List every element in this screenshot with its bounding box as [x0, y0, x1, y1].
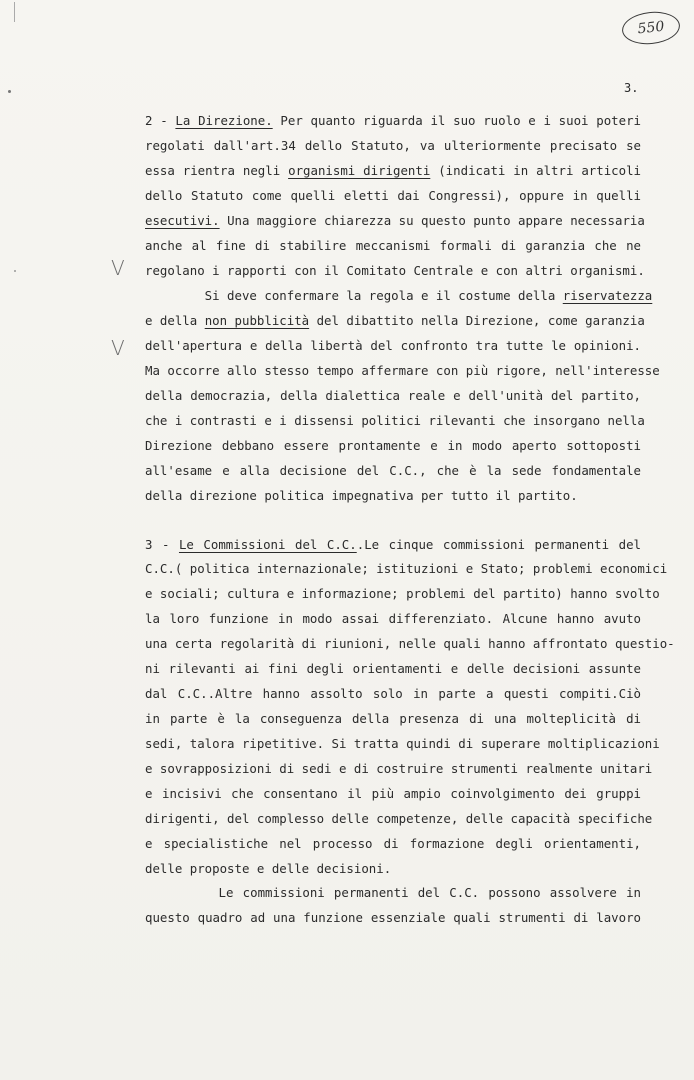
text-segment: Si deve confermare la regola e il costume della: [145, 288, 563, 303]
text-segment: anche al fine di stabilire meccanismi formali di garanzia che ne: [145, 238, 641, 253]
text-segment: dello Statuto come quelli eletti dai Congressi), oppure in quelli: [145, 188, 641, 203]
text-line: [145, 388, 641, 404]
text-line: [145, 113, 641, 129]
text-line: [145, 238, 641, 254]
text-line: [145, 661, 641, 677]
text-segment: (indicati in altri articoli: [430, 163, 641, 178]
underlined-text: riservatezza: [562, 288, 653, 303]
text-segment: all'esame e alla decisione del C.C., che è la sede fondamentale: [145, 463, 641, 478]
text-line: [145, 736, 660, 752]
text-line: [145, 711, 641, 727]
text-segment: 3 -: [145, 537, 179, 552]
text-line: [145, 636, 675, 652]
text-line: [145, 537, 641, 553]
archive-stamp: 550: [620, 9, 681, 47]
text-segment: la loro funzione in modo assai differenziato. Alcune hanno avuto: [145, 611, 641, 626]
text-line: [145, 463, 641, 479]
text-line: [145, 586, 660, 602]
text-segment: dal C.C..Altre hanno assolto solo in parte a questi compiti.Ciò: [145, 686, 641, 701]
text-line: [145, 288, 653, 304]
text-line: [145, 488, 641, 504]
text-segment: in parte è la conseguenza della presenza di una molteplicità di: [145, 711, 641, 726]
text-segment: dell'apertura e della libertà del confronto tra tutte le opinioni.: [145, 338, 641, 353]
text-segment: del dibattito nella Direzione, come garanzia: [309, 313, 645, 328]
text-segment: una certa regolarità di riunioni, nelle quali hanno affrontato questio-: [145, 636, 675, 651]
text-segment: .Le cinque commissioni permanenti del: [356, 537, 641, 552]
text-line: [145, 188, 641, 204]
underlined-text: esecutivi.: [145, 213, 220, 228]
text-segment: C.C.( politica internazionale; istituzioni e Stato; problemi economici: [145, 561, 668, 576]
text-segment: essa rientra negli: [145, 163, 289, 178]
text-segment: delle proposte e delle decisioni.: [145, 861, 392, 876]
text-line: [145, 213, 645, 229]
text-segment: e specialistiche nel processo di formazione degli orientamenti,: [145, 836, 641, 851]
text-segment: che i contrasti e i dissensi politici rilevanti che insorgano nella: [145, 413, 645, 428]
text-segment: regolati dall'art.34 dello Statuto, va ulteriormente precisato se: [145, 138, 641, 153]
margin-check-mark: V: [111, 336, 125, 360]
text-line: [145, 686, 641, 702]
margin-check-mark: V: [111, 256, 125, 280]
text-line: [145, 138, 641, 154]
text-segment: Ma occorre allo stesso tempo affermare con più rigore, nell'interesse: [145, 363, 660, 378]
text-line: [145, 910, 641, 926]
margin-dot: [14, 270, 16, 272]
text-segment: e sociali; cultura e informazione; problemi del partito) hanno svolto: [145, 586, 660, 601]
text-segment: dirigenti, del complesso delle competenze, delle capacità specifiche: [145, 811, 653, 826]
text-segment: ni rilevanti ai fini degli orientamenti e delle decisioni assunte: [145, 661, 641, 676]
text-line: [145, 338, 641, 354]
margin-tick: [14, 2, 15, 22]
text-line: [145, 561, 668, 577]
text-line: [145, 811, 653, 827]
text-segment: della direzione politica impegnativa per tutto il partito.: [145, 488, 578, 503]
text-segment: Una maggiore chiarezza su questo punto appare necessaria: [219, 213, 645, 228]
text-segment: questo quadro ad una funzione essenziale quali strumenti di lavoro: [145, 910, 641, 925]
text-segment: Direzione debbano essere prontamente e in modo aperto sottoposti: [145, 438, 641, 453]
text-segment: Le commissioni permanenti del C.C. possono assolvere in: [145, 885, 641, 900]
text-line: [145, 761, 653, 777]
text-line: [145, 413, 645, 429]
text-segment: della democrazia, della dialettica reale e dell'unità del partito,: [145, 388, 641, 403]
text-segment: regolano i rapporti con il Comitato Centrale e con altri organismi.: [145, 263, 645, 278]
text-segment: Per quanto riguarda il suo ruolo e i suoi poteri: [272, 113, 642, 128]
text-line: [145, 263, 645, 279]
text-line: [145, 786, 641, 802]
text-segment: e sovrapposizioni di sedi e di costruire strumenti realmente unitari: [145, 761, 653, 776]
text-line: [145, 313, 645, 329]
text-segment: e della: [145, 313, 205, 328]
text-segment: e incisivi che consentano il più ampio coinvolgimento dei gruppi: [145, 786, 641, 801]
underlined-text: organismi dirigenti: [288, 163, 431, 178]
text-line: [145, 611, 641, 627]
page-number: 3.: [624, 81, 639, 95]
text-line: [145, 836, 641, 852]
text-line: [145, 163, 641, 179]
text-line: [145, 861, 641, 877]
text-line: [145, 885, 641, 901]
underlined-text: Le Commissioni del C.C.: [178, 537, 357, 552]
text-segment: 2 -: [145, 113, 176, 128]
underlined-text: La Direzione.: [175, 113, 273, 128]
text-line: [145, 438, 641, 454]
margin-dot: [8, 90, 11, 93]
underlined-text: non pubblicità: [204, 313, 310, 328]
text-segment: sedi, talora ripetitive. Si tratta quindi di superare moltiplicazioni: [145, 736, 660, 751]
text-line: [145, 363, 660, 379]
